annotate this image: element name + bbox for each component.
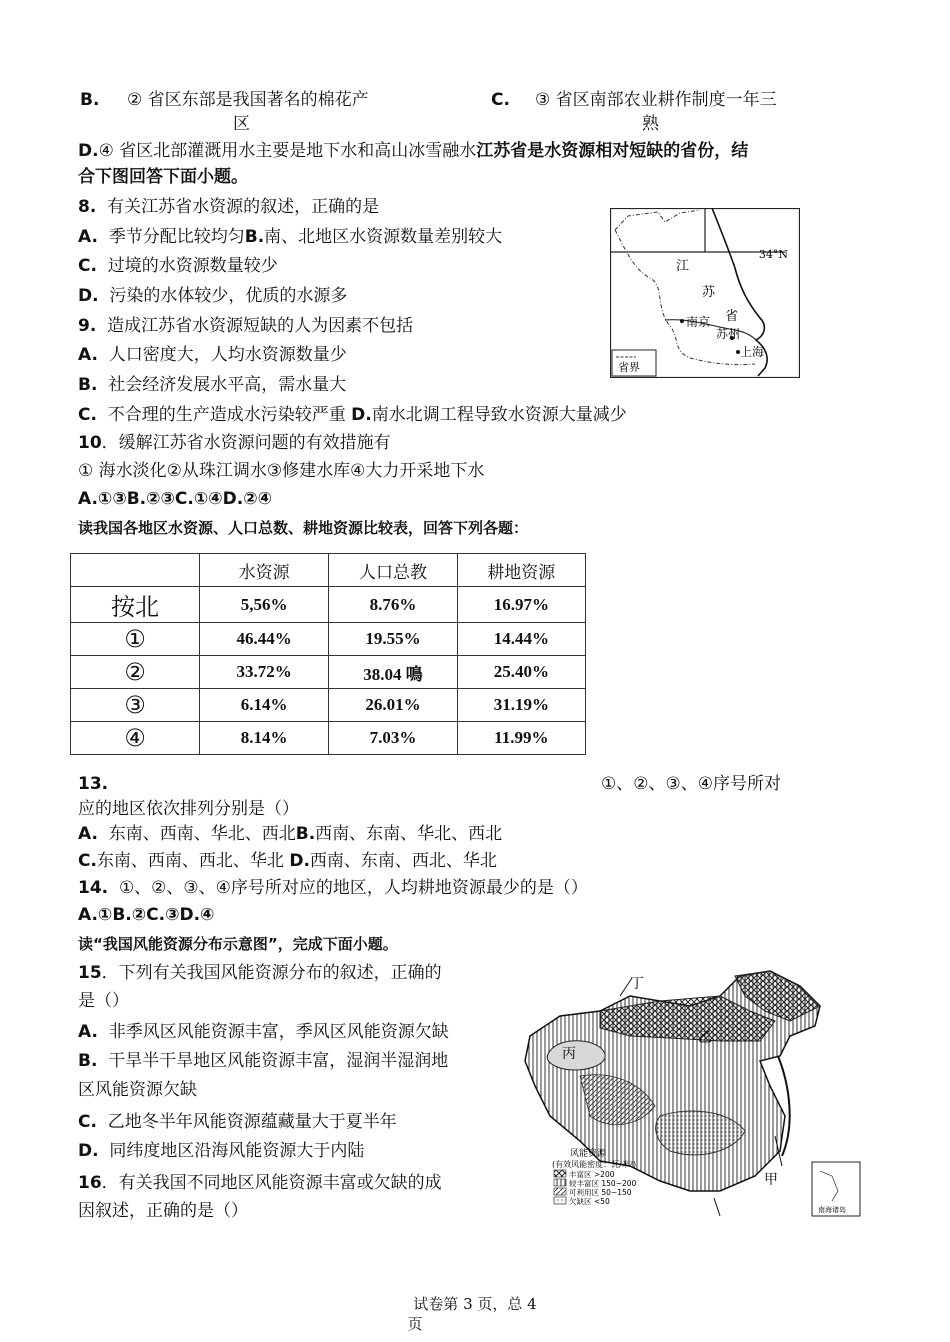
q8-option-d xyxy=(78,284,347,308)
option-text-cont: 区风能资源欠缺 xyxy=(78,1080,197,1100)
section-intro: 江苏省是水资源相对短缺的省份，结 xyxy=(476,141,749,161)
option-d-line xyxy=(78,139,748,163)
option-label: B. xyxy=(78,375,98,395)
question-16 xyxy=(78,1171,442,1195)
map-label-jiang: 江 xyxy=(676,259,690,274)
table-header-cell: 耕地资源 xyxy=(457,554,585,587)
table-cell: 8.14% xyxy=(200,722,329,755)
table-row xyxy=(71,656,586,689)
q9-option-cd xyxy=(78,403,627,427)
section-intro-cont: 合下图回答下面小题。 xyxy=(78,167,248,187)
option-text: 南、北地区水资源数量差别较大 xyxy=(264,227,503,247)
option-label: A. xyxy=(78,1022,98,1042)
basin-region xyxy=(547,1041,605,1070)
table-row xyxy=(71,587,586,623)
option-label: D. xyxy=(351,405,372,425)
map-label-sheng: 省 xyxy=(725,309,739,324)
question-14 xyxy=(78,876,588,900)
map-label-jia: 甲 xyxy=(764,1172,778,1188)
option-text-cont: 区 xyxy=(233,114,250,134)
q15-option-b xyxy=(78,1049,448,1073)
q14-answers: A.①B.②C.③D.④ xyxy=(78,905,215,925)
row-label: ② xyxy=(71,656,200,689)
question-text: ．有关我国不同地区风能资源丰富或欠缺的成 xyxy=(101,1173,442,1193)
map-label-bing: 丙 xyxy=(562,1046,576,1062)
option-text: 西南、东南、西北、华北 xyxy=(309,851,497,871)
table-header-row xyxy=(71,554,586,587)
legend-label: 省界 xyxy=(618,361,640,374)
question-text: 有关江苏省水资源的叙述，正确的是 xyxy=(107,197,380,217)
table-cell: 14.44% xyxy=(457,623,585,656)
q10-answers: A.①③B.②③C.①④D.②④ xyxy=(78,489,272,509)
option-label: D. xyxy=(78,286,99,306)
table-cell: 5,56% xyxy=(200,587,329,623)
table-cell: 31.19% xyxy=(457,689,585,722)
wind-intro: 读“我国风能资源分布示意图”，完成下面小题。 xyxy=(78,935,398,953)
option-text: 污染的水体较少，优质的水源多 xyxy=(109,286,348,306)
option-label: C. xyxy=(78,851,97,871)
table-cell: 16.97% xyxy=(457,587,585,623)
question-number: 16 xyxy=(78,1173,102,1193)
option-label: B. xyxy=(295,824,316,844)
q15-option-c xyxy=(78,1110,397,1134)
question-text-cont: 应的地区依次排列分别是（） xyxy=(78,799,299,819)
legend-swatch-fairly-rich xyxy=(554,1179,566,1186)
option-text: 乙地冬半年风能资源蕴藏量大于夏半年 xyxy=(107,1112,397,1132)
option-text: ④ 省区北部灌溉用水主要是地下水和高山冰雪融水 xyxy=(98,141,477,161)
option-label: A. xyxy=(78,824,98,844)
q13-option-ab xyxy=(78,822,502,846)
page-footer-cont: 页 xyxy=(407,1315,423,1333)
region-comparison-table xyxy=(70,553,586,755)
question-8 xyxy=(78,195,379,219)
hainan-island xyxy=(714,1198,720,1216)
option-text: 不合理的生产造成水污染较严重 xyxy=(107,405,346,425)
wind-resource-map-figure xyxy=(520,966,865,1221)
row-label: ③ xyxy=(71,689,200,722)
option-text: 南水北调工程导致水资源大量减少 xyxy=(371,405,627,425)
table-cell: 6.14% xyxy=(200,689,329,722)
option-text: 东南、西南、西北、华北 xyxy=(96,851,284,871)
question-number: 8. xyxy=(78,197,97,217)
legend-swatch-rich xyxy=(554,1170,566,1177)
option-text: ③ 省区南部农业耕作制度一年三 xyxy=(535,90,777,110)
map-label-ding: 丁 xyxy=(630,976,644,992)
question-number: 13. xyxy=(78,774,109,794)
question-text: ．缓解江苏省水资源问题的有效措施有 xyxy=(101,433,391,453)
legend-title: 风能资源 xyxy=(570,1149,607,1159)
option-label: B. xyxy=(78,1051,98,1071)
option-text: 非季风区风能资源丰富，季风区风能资源欠缺 xyxy=(108,1022,449,1042)
nanjing-dot xyxy=(680,319,684,323)
q15-option-d xyxy=(78,1139,364,1163)
question-text-cont: 因叙述，正确的是（） xyxy=(78,1201,248,1221)
table-row xyxy=(71,623,586,656)
table-cell: 19.55% xyxy=(329,623,457,656)
option-label: C. xyxy=(78,1112,97,1132)
table-cell: 11.99% xyxy=(457,722,585,755)
q15-option-a xyxy=(78,1020,449,1044)
legend-swatch-deficient xyxy=(554,1197,566,1204)
question-10 xyxy=(78,431,391,455)
page-footer: 试卷第 3 页，总 4 xyxy=(413,1295,537,1313)
city-label-shanghai: 上海 xyxy=(740,345,765,359)
option-text: 同纬度地区沿海风能资源大于内陆 xyxy=(109,1141,365,1161)
option-label: D. xyxy=(78,1141,99,1161)
table-intro: 读我国各地区水资源、人口总数、耕地资源比较表，回答下列各题： xyxy=(78,519,529,537)
row-label: 按北 xyxy=(71,587,200,623)
option-text: 干旱半干旱地区风能资源丰富，湿润半湿润地 xyxy=(108,1051,449,1071)
table-cell: 46.44% xyxy=(200,623,329,656)
question-text: ．下列有关我国风能资源分布的叙述，正确的 xyxy=(101,963,442,983)
table-cell: 38.04 鳴 xyxy=(329,656,457,689)
table-header-cell: 水资源 xyxy=(200,554,329,587)
row-label: ① xyxy=(71,623,200,656)
q9-option-b xyxy=(78,373,346,397)
option-label: C. xyxy=(78,256,97,276)
option-text: 人口密度大，人均水资源数量少 xyxy=(108,345,347,365)
option-label: A. xyxy=(78,345,98,365)
question-text: ①、②、③、④序号所对 xyxy=(601,774,781,794)
q10-statements: ① 海水淡化②从珠江调水③修建水库④大力开采地下水 xyxy=(78,461,485,481)
q9-option-a xyxy=(78,343,347,367)
table-cell: 7.03% xyxy=(329,722,457,755)
jiangsu-map-figure xyxy=(610,208,800,378)
option-text-cont: 熟 xyxy=(642,114,659,134)
legend-item: 较丰富区 150~200 xyxy=(569,1179,637,1188)
option-label: C. xyxy=(78,405,97,425)
legend-item: 丰富区 >200 xyxy=(569,1170,615,1179)
option-text: ② 省区东部是我国著名的棉花产 xyxy=(127,90,369,110)
option-label: D. xyxy=(78,141,99,161)
question-9 xyxy=(78,314,413,338)
table-cell: 25.40% xyxy=(457,656,585,689)
legend-swatch-usable xyxy=(554,1188,566,1195)
option-text: 季节分配比较均匀 xyxy=(108,227,245,247)
question-text-cont: 是（） xyxy=(78,991,129,1011)
table-header-cell xyxy=(71,554,200,587)
table-row xyxy=(71,689,586,722)
map-label-yi: 乙 xyxy=(698,1030,712,1046)
option-label: D. xyxy=(289,851,310,871)
city-label-nanjing: 南京 xyxy=(686,315,711,329)
latitude-label: 34°N xyxy=(758,248,788,261)
table-cell: 8.76% xyxy=(329,587,457,623)
option-text: 东南、西南、华北、西北 xyxy=(108,824,296,844)
question-text: 造成江苏省水资源短缺的人为因素不包括 xyxy=(107,316,414,336)
question-text: ①、②、③、④序号所对应的地区，人均耕地资源最少的是（） xyxy=(118,878,588,898)
option-text: 西南、东南、华北、西北 xyxy=(315,824,503,844)
row-label: ④ xyxy=(71,722,200,755)
question-number: 15 xyxy=(78,963,102,983)
table-header-cell: 人口总教 xyxy=(329,554,457,587)
option-label: B. xyxy=(80,90,100,110)
q8-option-c xyxy=(78,254,278,278)
question-15 xyxy=(78,961,442,985)
q8-option-ab xyxy=(78,225,502,249)
map-label-su: 苏 xyxy=(702,285,716,300)
option-text: 社会经济发展水平高，需水量大 xyxy=(108,375,347,395)
inset-label: 南海诸岛 xyxy=(818,1206,846,1214)
table-cell: 33.72% xyxy=(200,656,329,689)
option-label: B. xyxy=(244,227,265,247)
table-cell: 26.01% xyxy=(329,689,457,722)
legend-subtitle: (有效风能密度：瓦/米²) xyxy=(552,1160,637,1169)
legend-item: 可利用区 50~150 xyxy=(569,1188,632,1197)
option-label: A. xyxy=(78,227,98,247)
question-number: 10 xyxy=(78,433,102,453)
question-number: 14. xyxy=(78,878,109,898)
option-label: C. xyxy=(491,90,510,110)
city-label-suzhou: 苏州 xyxy=(716,327,741,341)
q13-option-cd xyxy=(78,849,497,873)
option-text: 过境的水资源数量较少 xyxy=(107,256,278,276)
question-number: 9. xyxy=(78,316,97,336)
legend-item: 欠缺区 <50 xyxy=(569,1197,610,1206)
table-row xyxy=(71,722,586,755)
